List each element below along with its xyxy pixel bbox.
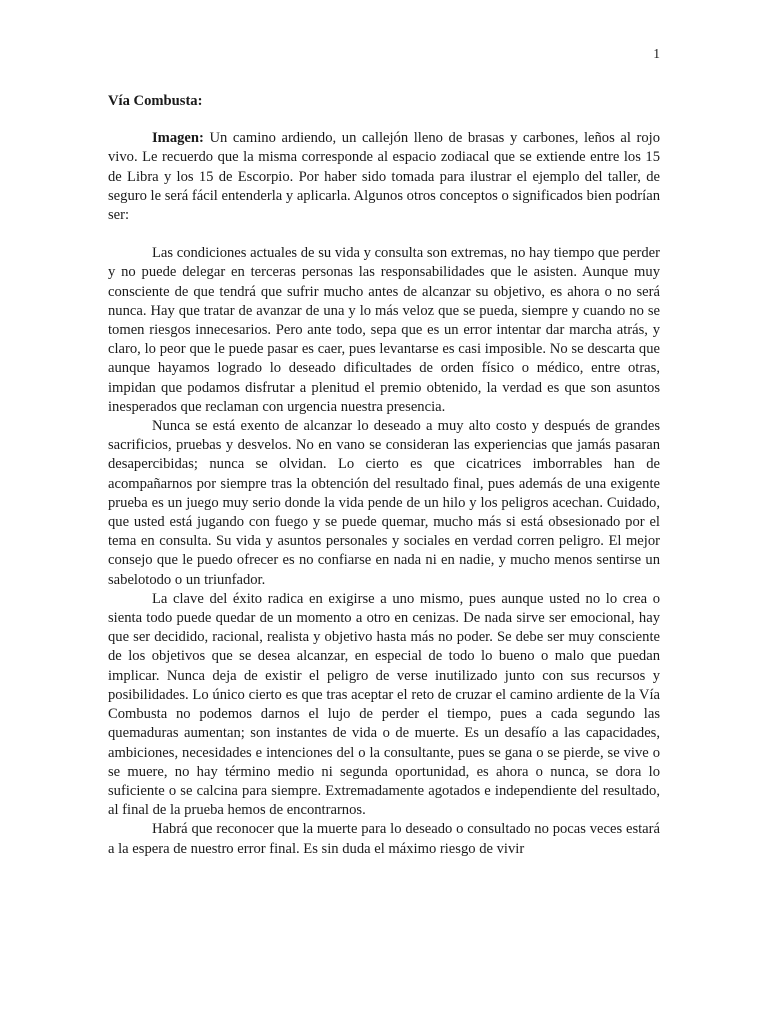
intro-text: Un camino ardiendo, un callejón lleno de brasas y carbones, leños al rojo vivo. Le recuerdo que la misma corresponde al espacio zodiacal que se extiende entre los 15 de Libra y los 15 de Escorpio. Por haber sido tomada para ilustrar el ejemplo del taller, de seguro le será fácil entenderla y aplicarla. Algunos otros conceptos o significados bien podrían ser:	[108, 130, 660, 224]
body-paragraph-2: Nunca se está exento de alcanzar lo deseado a muy alto costo y después de grandes sacrificios, pruebas y desvelos. No en vano se consideran las experiencias que jamás pasaran desapercibidas; nunca se olvidan. Lo cierto es que cicatrices imborrables han de acompañarnos por siempre tras la obtención del resultado final, pues además de una exigente prueba es un juego muy serio donde la vida pende de un hilo y los peligros acechan. Cuidado, que usted está jugando con fuego y se puede quemar, mucho más si está obsesionado por el tema en consulta. Su vida y asuntos personales y sociales en verdad corren peligro. El mejor consejo que le puedo ofrecer es no confiarse en nada ni en nadie, y mucho menos sentirse un sabelotodo o un triunfador.	[108, 418, 660, 588]
intro-lead: Imagen:	[152, 130, 204, 147]
document-title: Vía Combusta:	[108, 93, 203, 109]
page-number: 1	[653, 46, 660, 61]
paragraph-spacer	[108, 225, 660, 244]
body-paragraph-1: Las condiciones actuales de su vida y consulta son extremas, no hay tiempo que perder y no puede delegar en terceras personas las responsabilidades que le asisten. Aunque muy consciente de que tendrá que sufrir mucho antes de alcanzar su objetivo, es ahora o no será nunca. Hay que tratar de avanzar de una y lo más veloz que se pueda, siempre y cuando no se tomen riesgos innecesarios. Pero ante todo, sepa que es un error intentar dar marcha atrás, y claro, lo peor que le puede pasar es caer, pues levantarse es casi imposible. No se descarta que aunque hayamos logrado lo deseado dificultades de orden físico o médico, entre otras, impidan que podamos disfrutar a plenitud el premio obtenido, la verdad es que son asuntos inesperados que reclaman con urgencia nuestra presencia.	[108, 245, 660, 415]
intro-paragraph	[108, 129, 660, 225]
body-paragraph-3: La clave del éxito radica en exigirse a uno mismo, pues aunque usted no lo crea o sienta todo puede quedar de un momento a otro en cenizas. De nada sirve ser emocional, hay que ser decidido, racional, realista y objetivo hasta más no poder. Se debe ser muy consciente de los objetivos que se desea alcanzar, en especial de todo lo bueno o malo que puedan implicar. Nunca deja de existir el peligro de verse inutilizado junto con sus recursos y posibilidades. Lo único cierto es que tras aceptar el reto de cruzar el camino ardiente de la Vía Combusta no podemos darnos el lujo de perder el tiempo, pues a cada segundo las quemaduras aumentan; son instantes de vida o de muerte. Es un desafío a las capacidades, ambiciones, necesidades e intenciones del o la consultante, pues se gana o se pierde, se vive o se muere, no hay término medio ni segunda oportunidad, es ahora o nunca, se dora lo suficiente o se calcina para siempre. Extremadamente agotados e independiente del resultado, al final de la prueba hemos de encontrarnos.	[108, 590, 660, 819]
body-paragraph-4: Habrá que reconocer que la muerte para lo deseado o consultado no pocas veces estará a la espera de nuestro error final. Es sin duda el máximo riesgo de vivir	[108, 821, 660, 857]
document-body	[108, 92, 660, 859]
